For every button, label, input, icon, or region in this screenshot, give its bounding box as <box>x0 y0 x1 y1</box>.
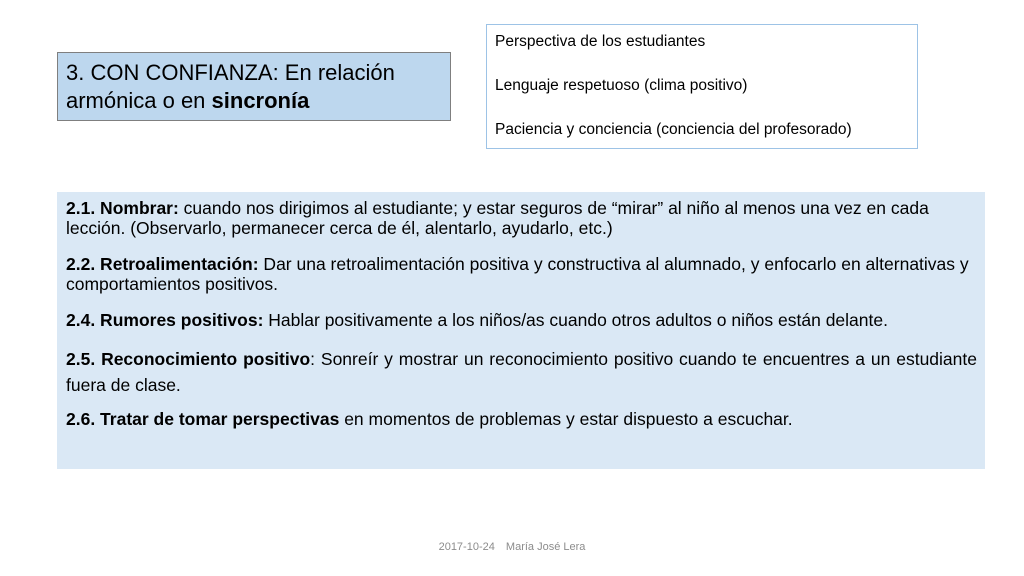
slide-title-text: 3. CON CONFIANZA: En relación armónica o en <box>66 60 395 113</box>
perspective-item-1: Perspectiva de los estudiantes <box>495 33 706 50</box>
perspectives-box <box>486 24 918 149</box>
strategy-item-nombrar <box>66 198 977 238</box>
strategy-heading: 2.1. Nombrar: <box>66 198 179 218</box>
strategy-heading: 2.2. Retroalimentación: <box>66 254 259 274</box>
strategy-text: en momentos de problemas y estar dispuesto a escuchar. <box>339 409 793 429</box>
strategy-heading: 2.6. Tratar de tomar perspectivas <box>66 409 340 429</box>
strategy-text: : Sonreír y mostrar un reconocimiento positivo cuando te encuentres a un estudiante fuera de clase. <box>66 349 977 395</box>
strategy-text: Hablar positivamente a los niños/as cuando otros adultos o niños están delante. <box>263 310 888 330</box>
strategy-item-perspectivas <box>66 409 977 429</box>
slide-footer <box>0 541 1024 553</box>
strategy-text: Dar una retroalimentación positiva y constructiva al alumnado, y enfocarlo en alternativas y comportamientos positivos. <box>66 254 969 294</box>
footer-author: María José Lera <box>505 541 586 553</box>
strategy-text: cuando nos dirigimos al estudiante; y estar seguros de “mirar” al niño al menos una vez en cada lección. (Observarlo, permanecer cerca de él, alentarlo, ayudarlo, etc.) <box>66 198 929 238</box>
strategy-item-reconocimiento <box>66 346 977 398</box>
strategy-heading: 2.4. Rumores positivos: <box>66 310 264 330</box>
slide-title-box <box>57 52 451 121</box>
perspective-item-3: Paciencia y conciencia (conciencia del profesorado) <box>495 121 852 138</box>
footer-date: 2017-10-24 <box>438 541 495 553</box>
strategy-item-retroalimentacion <box>66 254 977 294</box>
strategy-item-rumores <box>66 310 977 330</box>
slide-title-bold: sincronía <box>211 88 310 113</box>
strategy-heading: 2.5. Reconocimiento positivo <box>66 349 311 369</box>
perspective-item-2: Lenguaje respetuoso (clima positivo) <box>495 77 748 94</box>
strategies-box <box>57 192 985 469</box>
